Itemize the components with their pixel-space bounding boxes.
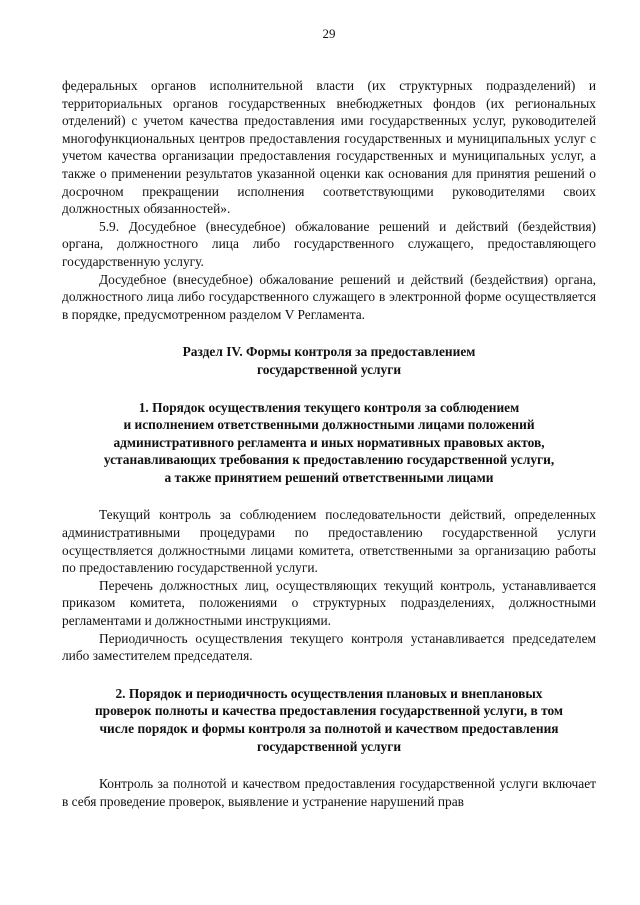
section-heading (62, 343, 596, 378)
paragraph-quality-control: Контроль за полнотой и качеством предоставления государственной услуги включает в себя проведение проверок, выявление и устранение нарушений прав (62, 776, 596, 809)
section-heading-line: Раздел IV. Формы контроля за предоставлением (182, 344, 476, 360)
subheading-line: устанавливающих требования к предоставлению государственной услуги, (103, 452, 555, 468)
page-number: 29 (322, 26, 336, 41)
paragraph-periodicity: Периодичность осуществления текущего контроля устанавливается председателем либо заместителем председателя. (62, 630, 596, 664)
paragraph-continuation: федеральных органов исполнительной власти (их структурных подразделений) и территориальных органов государственных внебюджетных фондов (их региональных отделений) с учетом качества предоставления ими государственных услуг, руководителей многофункциональных центров предоставления государственных и муниципальных услуг с учетом качества организации предоставления государственных и муниципальных услуг, а также о применении результатов указанной оценки как основания для принятия решений о досрочном прекращении исполнения соответствующими руководителями своих должностных обязанностей». (62, 78, 596, 217)
subheading-line: государственной услуги (256, 738, 402, 754)
subheading-2 (62, 685, 596, 755)
section-heading-line: государственной услуги (256, 361, 402, 377)
subheading-line: а также принятием решений ответственными лицами (164, 469, 494, 485)
subheading-line: и исполнением ответственными должностными лицами положений (123, 417, 535, 433)
subheading-line: числе порядок и формы контроля за полнотой и качеством предоставления (99, 721, 559, 736)
paragraph-current-control: Текущий контроль за соблюдением последовательности действий, определенных административными процедурами по предоставлению государственной услуги осуществляется должностными лицами комитета, ответственными за организацию работы по предоставлению государственной услуги. (62, 507, 596, 576)
subheading-1 (62, 399, 596, 487)
paragraph-5-9: 5.9. Досудебное (внесудебное) обжалование решений и действий (бездействия) органа, должностного лица либо государственного служащего, предоставляющего государственную услугу. (62, 218, 596, 269)
subheading-line: проверок полноты и качества предоставления государственной услуги, в том (94, 703, 564, 719)
paragraph-electronic-appeal: Досудебное (внесудебное) обжалование решений и действий (бездействия) органа, должностного лица либо государственного служащего в электронной форме осуществляется в порядке, предусмотренном разделом V Регламента. (62, 271, 596, 322)
subheading-line: административного регламента и иных нормативных правовых актов, (113, 434, 545, 450)
subheading-line: 1. Порядок осуществления текущего контроля за соблюдением (138, 399, 520, 415)
paragraph-officials-list: Перечень должностных лиц, осуществляющих текущий контроль, устанавливается приказом комитета, положениями о структурных подразделениях, должностными регламентами и должностными инструкциями. (62, 577, 596, 629)
subheading-line: 2. Порядок и периодичность осуществления плановых и внеплановых (115, 685, 543, 701)
